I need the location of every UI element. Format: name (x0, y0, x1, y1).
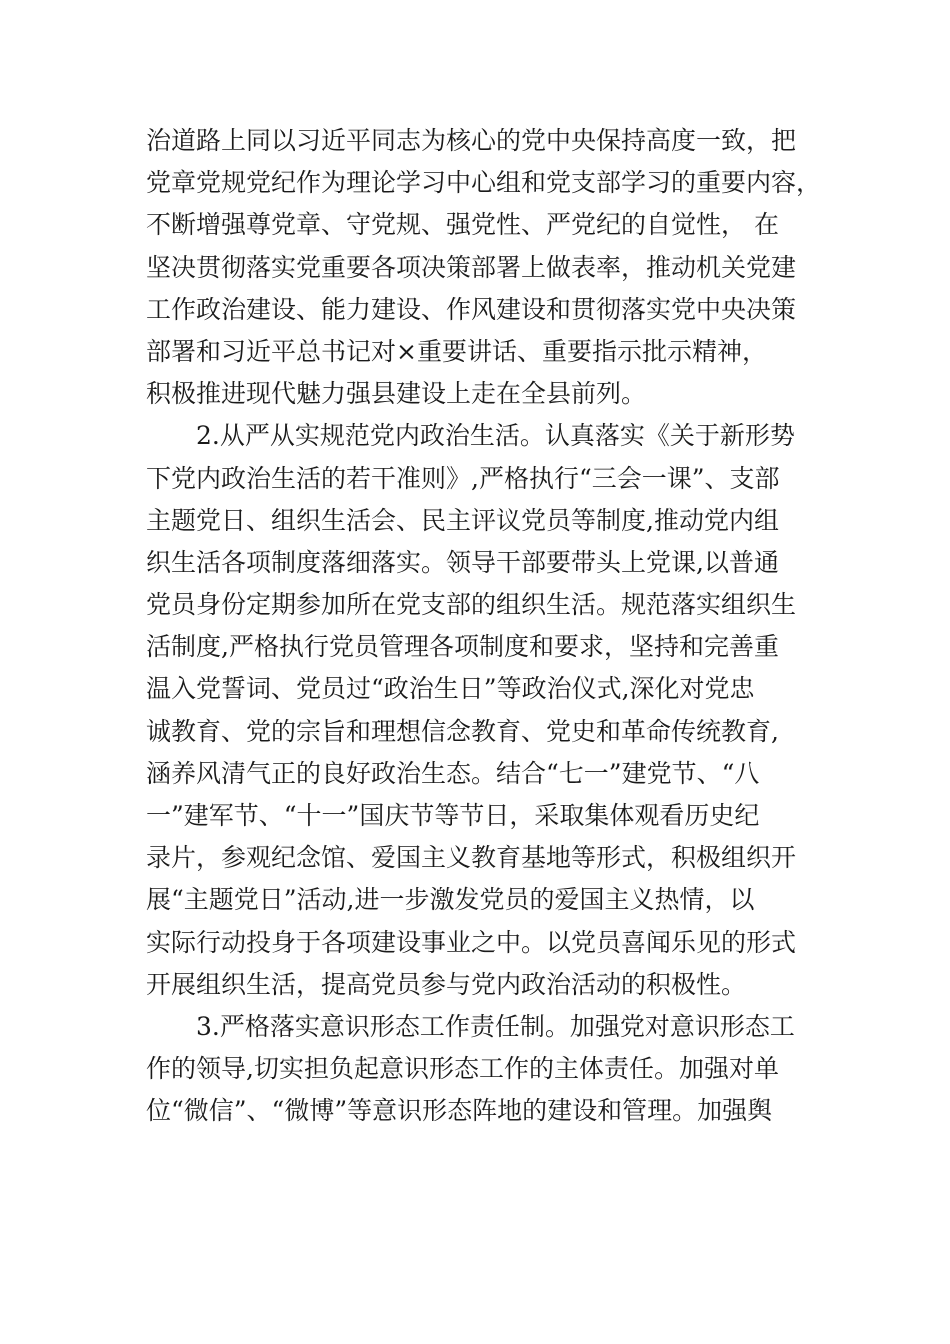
text-line: 录片，参观纪念馆、爱国主义教育基地等形式，积极组织开 (146, 843, 797, 873)
body-text (146, 120, 826, 1133)
text-line: 坚决贯彻落实党重要各项决策部署上做表率，推动机关党建 (146, 252, 797, 282)
text-line: 活制度,严格执行党员管理各项制度和要求，坚持和完善重 (146, 632, 779, 662)
text-line: 作的领导,切实担负起意识形态工作的主体责任。加强对单 (146, 1054, 779, 1084)
text-line: 开展组织生活，提高党员参与党内政治活动的积极性。 (146, 969, 747, 999)
text-line: 积极推进现代魅力强县建设上走在全县前列。 (146, 379, 647, 409)
text-line: 部署和习近平总书记对×重要讲话、重要指示批示精神， (146, 336, 767, 366)
text-line: 主题党日、组织生活会、民主评议党员等制度,推动党内组 (146, 505, 779, 535)
text-line: 不断增强尊党章、守党规、强党性、严党纪的自觉性， 在 (146, 210, 779, 240)
paragraph-first-line: 2.从严从实规范党内政治生活。认真落实《关于新形势 (196, 421, 795, 451)
text-line: 温入党誓词、党员过“政治生日”等政治仪式,深化对党忠 (146, 674, 755, 704)
text-line: 位“微信”、“微博”等意识形态阵地的建设和管理。加强舆 (146, 1096, 773, 1126)
text-line: 治道路上同以习近平同志为核心的党中央保持高度一致，把 (146, 126, 797, 155)
text-line: 党章党规党纪作为理论学习中心组和党支部学习的重要内容， (146, 168, 822, 198)
text-line: 涵养风清气正的良好政治生态。结合“七一”建党节、“八 (146, 758, 760, 788)
text-line: 工作政治建设、能力建设、作风建设和贯彻落实党中央决策 (146, 294, 797, 324)
text-line: 下党内政治生活的若干准则》,严格执行“三会一课”、支部 (146, 463, 780, 493)
text-line: 实际行动投身于各项建设事业之中。以党员喜闻乐见的形式 (146, 927, 797, 957)
text-line: 展“主题党日”活动,进一步激发党员的爱国主义热情，以 (146, 885, 755, 915)
text-line: 党员身份定期参加所在党支部的组织生活。规范落实组织生 (146, 590, 797, 620)
text-line: 织生活各项制度落细落实。领导干部要带头上党课,以普通 (146, 547, 779, 577)
text-line: 诚教育、党的宗旨和理想信念教育、党史和革命传统教育, (146, 716, 779, 746)
paragraph-first-line: 3.严格落实意识形态工作责任制。加强党对意识形态工 (196, 1011, 795, 1041)
text-line: 一”建军节、“十一”国庆节等节日，采取集体观看历史纪 (146, 801, 760, 830)
